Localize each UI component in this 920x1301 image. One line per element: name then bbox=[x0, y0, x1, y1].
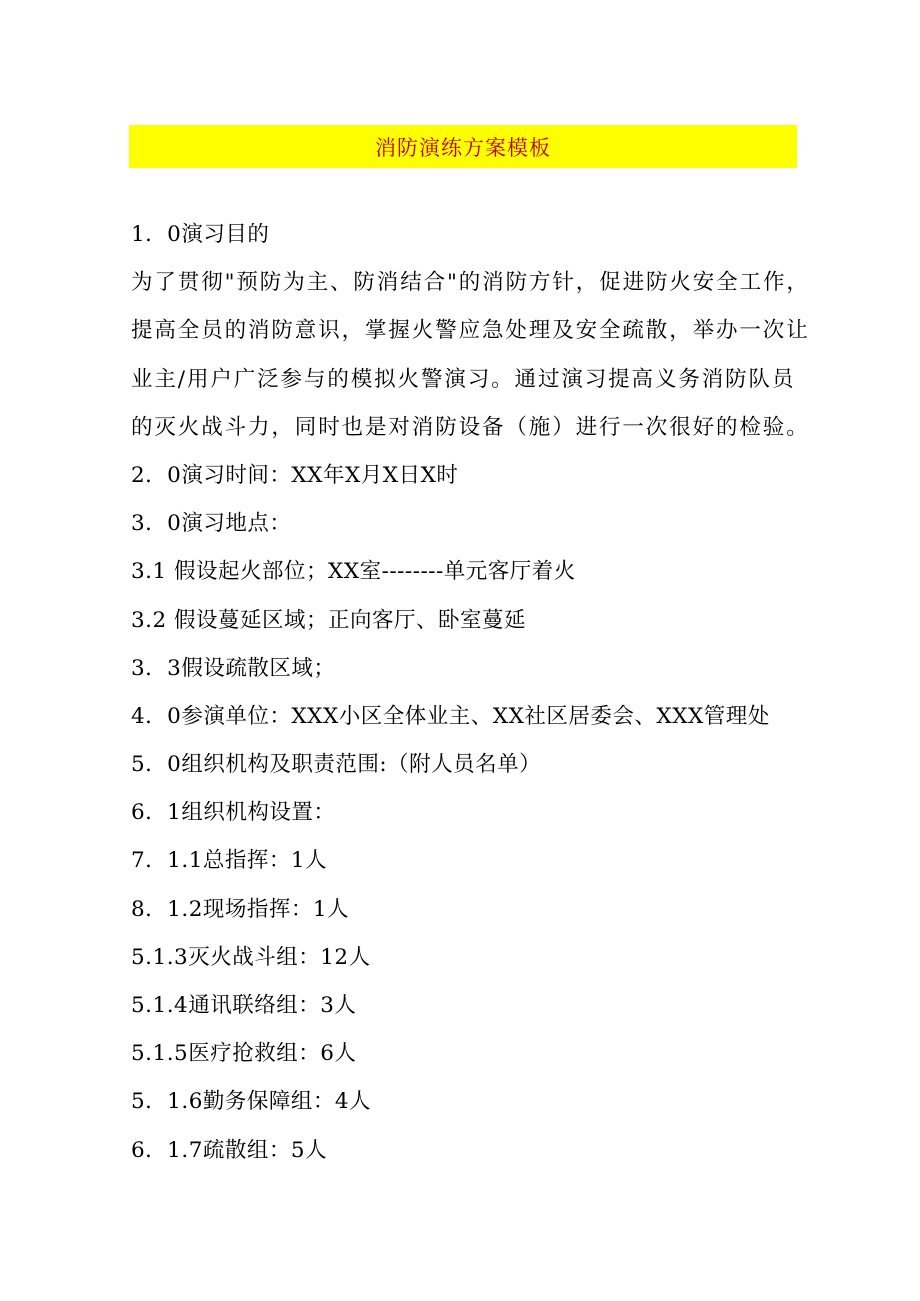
list-item: 3.2 假设蔓延区域；正向客厅、卧室蔓延 bbox=[131, 607, 527, 633]
list-item: 5.1.3灭火战斗组：12人 bbox=[131, 944, 371, 970]
paragraph-line: 提高全员的消防意识，掌握火警应急处理及安全疏散，举办一次让 bbox=[131, 318, 810, 344]
list-item: 5.1.4通讯联络组：3人 bbox=[131, 993, 357, 1018]
list-item: 5.1.5医疗抢救组：6人 bbox=[131, 1041, 357, 1067]
list-item: 8．1.2现场指挥：1人 bbox=[131, 896, 350, 922]
list-item: 5．1.6勤务保障组：4人 bbox=[131, 1089, 372, 1115]
title-banner bbox=[129, 125, 797, 168]
list-item: 3.1 假设起火部位；XX室--------单元客厅着火 bbox=[131, 559, 576, 585]
list-item: 7．1.1总指挥：1人 bbox=[131, 848, 328, 874]
list-item: 3．3假设疏散区域； bbox=[131, 655, 336, 681]
list-item: 6．1组织机构设置： bbox=[131, 800, 336, 826]
document-body bbox=[131, 211, 831, 1175]
paragraph-line: 的灭火战斗力，同时也是对消防设备（施）进行一次很好的检验。 bbox=[131, 414, 810, 440]
section-heading-organization: 5．0组织机构及职责范围:（附人员名单） bbox=[131, 752, 542, 778]
list-item: 6．1.7疏散组：5人 bbox=[131, 1137, 328, 1163]
section-heading-location: 3．0演习地点： bbox=[131, 511, 292, 537]
paragraph-line: 为了贯彻"预防为主、防消结合"的消防方针，促进防火安全工作， bbox=[131, 270, 810, 296]
section-heading-time: 2．0演习时间：XX年X月X日X时 bbox=[131, 462, 459, 488]
section-heading-purpose: 1．0演习目的 bbox=[131, 222, 270, 247]
document-title: 消防演练方案模板 bbox=[375, 135, 551, 160]
paragraph-line: 业主/用户广泛参与的模拟火警演习。通过演习提高义务消防队员 bbox=[131, 366, 796, 392]
section-heading-participants: 4．0参演单位：XXX小区全体业主、XX社区居委会、XXX管理处 bbox=[131, 703, 770, 729]
